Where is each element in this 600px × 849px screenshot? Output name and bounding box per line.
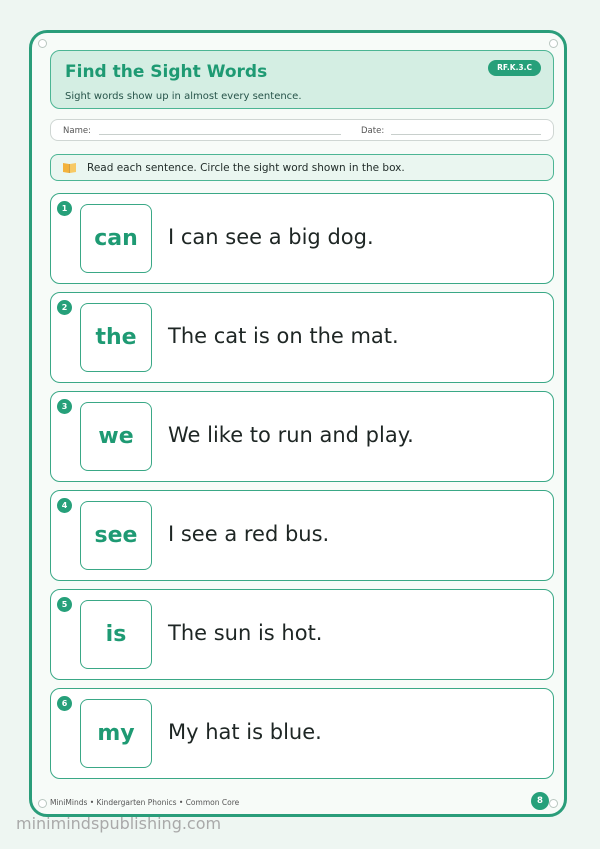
name-label: Name: (63, 126, 91, 136)
corner-dot (549, 799, 558, 808)
item-number: 6 (57, 696, 72, 711)
sentence-text[interactable]: The cat is on the mat. (168, 324, 399, 348)
item-card (50, 193, 554, 284)
sight-word-box: can (80, 204, 152, 273)
sentence-text[interactable]: We like to run and play. (168, 423, 414, 447)
name-date-row (50, 119, 554, 141)
sight-word-box: my (80, 699, 152, 768)
item-card (50, 292, 554, 383)
page-subtitle: Sight words show up in almost every sentence. (65, 91, 302, 102)
item-number: 4 (57, 498, 72, 513)
date-line[interactable] (391, 134, 541, 135)
header-banner (50, 50, 554, 109)
sentence-text[interactable]: The sun is hot. (168, 621, 323, 645)
sight-word-box: the (80, 303, 152, 372)
book-icon (62, 161, 77, 174)
page-number: 8 (531, 792, 549, 810)
sight-word-box: see (80, 501, 152, 570)
item-number: 5 (57, 597, 72, 612)
sentence-text[interactable]: I see a red bus. (168, 522, 330, 546)
item-number: 1 (57, 201, 72, 216)
item-card (50, 688, 554, 779)
instructions-text: Read each sentence. Circle the sight word shown in the box. (87, 162, 405, 174)
watermark: minimindspublishing.com (16, 814, 222, 833)
sight-word-box: is (80, 600, 152, 669)
sentence-text[interactable]: My hat is blue. (168, 720, 322, 744)
sentence-text[interactable]: I can see a big dog. (168, 225, 374, 249)
date-label: Date: (361, 126, 385, 136)
item-card (50, 490, 554, 581)
page-title: Find the Sight Words (65, 62, 268, 82)
item-card (50, 391, 554, 482)
corner-dot (549, 39, 558, 48)
item-number: 2 (57, 300, 72, 315)
worksheet-page (29, 30, 567, 817)
corner-dot (38, 39, 47, 48)
name-line[interactable] (99, 134, 341, 135)
standard-badge: RF.K.3.C (488, 60, 541, 76)
corner-dot (38, 799, 47, 808)
sight-word-box: we (80, 402, 152, 471)
item-card (50, 589, 554, 680)
item-number: 3 (57, 399, 72, 414)
footer-text: MiniMinds • Kindergarten Phonics • Common Core (50, 798, 240, 807)
instructions-box (50, 154, 554, 181)
